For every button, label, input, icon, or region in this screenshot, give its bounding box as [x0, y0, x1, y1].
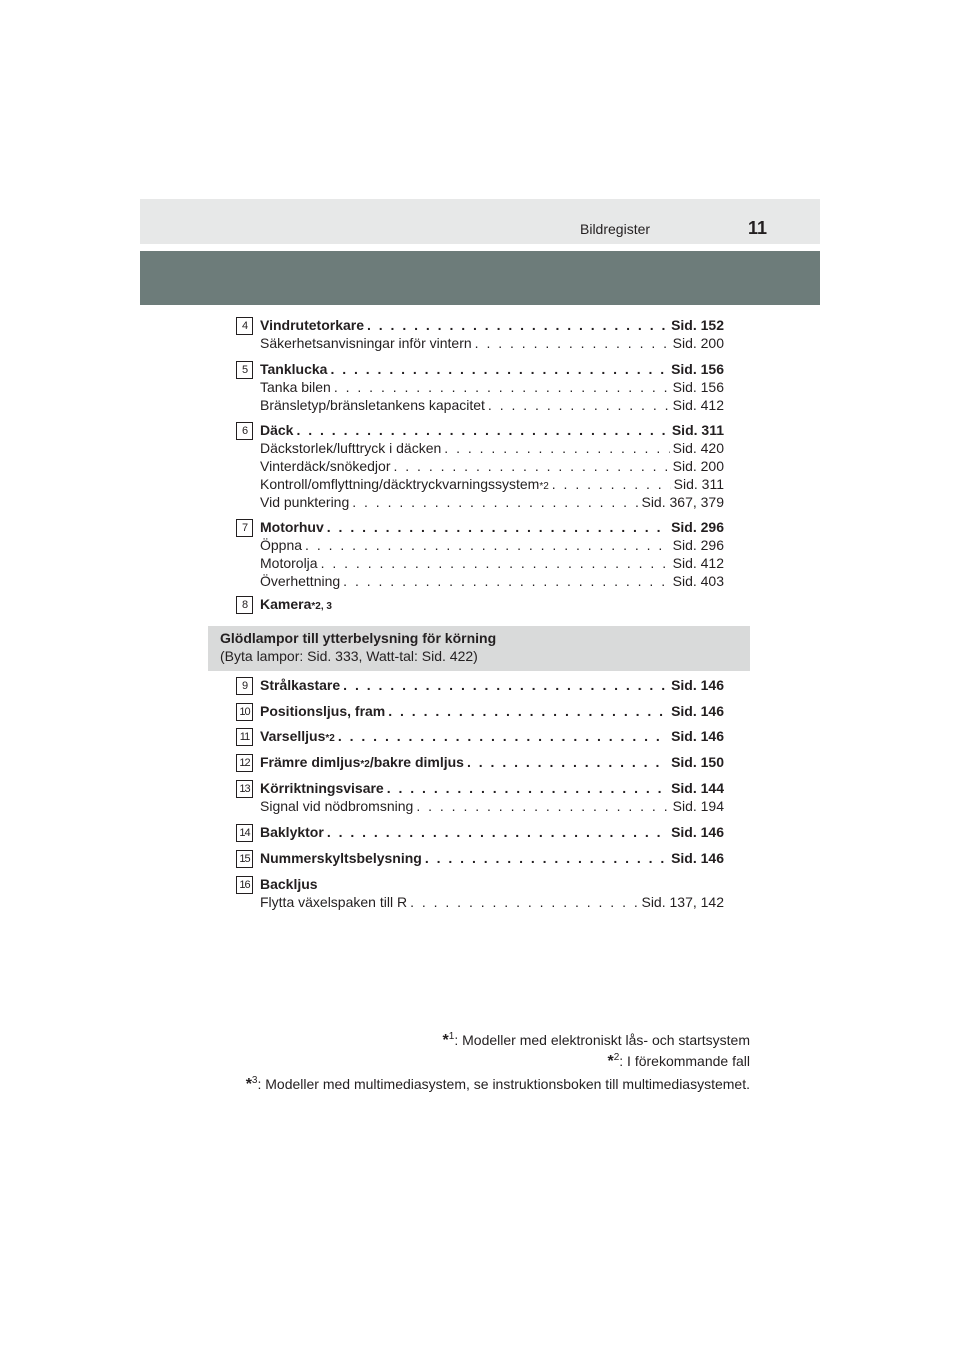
page-number: 11: [748, 218, 768, 238]
section-heading-title: Glödlampor till ytterbelysning för körning: [220, 630, 497, 646]
section-heading-subtitle: (Byta lampor: Sid. 333, Watt-tal: Sid. 422): [220, 648, 478, 664]
entry-page-ref: Sid. 146: [671, 824, 724, 840]
dot-leader: [296, 422, 668, 438]
subitem-page-ref: Sid. 156: [672, 379, 724, 395]
entry-heading: [260, 422, 724, 440]
subitem-page-ref: Sid. 137, 142: [641, 894, 724, 910]
entry-label: Backljus: [260, 876, 318, 892]
entry-page-ref: Sid. 146: [671, 703, 724, 719]
dot-leader: [393, 458, 669, 474]
subitem-label: Kontroll/omflyttning/däcktryckvarningssystem: [260, 476, 540, 492]
entry-heading: [260, 361, 724, 379]
entry-heading: [260, 876, 724, 894]
entry-heading: [260, 677, 724, 695]
index-entry: [236, 754, 724, 772]
entry-heading: [260, 824, 724, 842]
callout-number: 7: [236, 519, 253, 537]
entry-label: Främre dimljus: [260, 754, 361, 770]
footnote-star: *: [245, 1076, 252, 1093]
dot-leader: [343, 677, 668, 693]
subitem-label: Överhettning: [260, 573, 341, 589]
entry-label: Körriktningsvisare: [260, 780, 384, 796]
entry-page-ref: Sid. 311: [671, 422, 724, 438]
entry-heading: [260, 703, 724, 721]
subitem-page-ref: Sid. 296: [672, 537, 724, 553]
dot-leader: [327, 824, 668, 840]
subitem-page-ref: Sid. 311: [673, 476, 724, 492]
entry-subitem: [260, 335, 724, 353]
dot-leader: [327, 519, 668, 535]
subitem-label: Vid punktering: [260, 494, 350, 510]
callout-number: 14: [236, 824, 253, 842]
callout-number: 6: [236, 422, 253, 440]
subitem-label: Däckstorlek/lufttryck i däcken: [260, 440, 442, 456]
entry-heading: [260, 317, 724, 335]
dot-leader: [552, 476, 671, 492]
entry-label-suffix: /bakre dimljus: [369, 754, 464, 770]
dot-leader: [305, 537, 670, 553]
index-entry: [236, 876, 724, 912]
index-entry: [236, 317, 724, 353]
dot-leader: [488, 397, 670, 413]
entry-subitem: Kontroll/omflyttning/däcktryckvarningssystem *2 . . . Sid. 311: [260, 476, 724, 494]
entry-page-ref: Sid. 146: [671, 677, 724, 693]
index-entry: [236, 703, 724, 721]
entry-label: Tanklucka: [260, 361, 328, 377]
index-entry: [236, 824, 724, 842]
index-entry: [236, 780, 724, 816]
dot-leader: [475, 335, 670, 351]
footnote-number: 3: [251, 1075, 258, 1086]
entry-page-ref: Sid. 144: [671, 780, 724, 796]
footnote-number: 2: [613, 1052, 620, 1063]
entry-label: Motorhuv: [260, 519, 324, 535]
entry-subitem: [260, 397, 724, 415]
entry-label: Nummerskyltsbelysning: [260, 850, 422, 866]
dot-leader: [467, 754, 668, 770]
subitem-label: Signal vid nödbromsning: [260, 798, 414, 814]
entry-heading: [260, 780, 724, 798]
subitem-label: Tanka bilen: [260, 379, 331, 395]
entry-heading: Varselljus *2 . . . Sid. 146: [260, 728, 724, 746]
callout-number: 15: [236, 850, 253, 868]
footnote-star: *: [607, 1053, 614, 1070]
footnote-star: *: [442, 1032, 449, 1049]
callout-number: 5: [236, 361, 253, 379]
footnote-line: [246, 1076, 750, 1094]
entry-subitem: [260, 573, 724, 591]
section-header-title: Bildregister: [580, 221, 651, 237]
entry-page-ref: Sid. 146: [671, 728, 724, 744]
entry-subitem: [260, 494, 724, 512]
entry-subitem: [260, 798, 724, 816]
footnote-text: : Modeller med multimediasystem, se instruktionsboken till multimediasystemet.: [257, 1076, 750, 1092]
dot-leader: [387, 780, 668, 796]
callout-number: 4: [236, 317, 253, 335]
header-dark-band: [140, 251, 820, 305]
subitem-label: Säkerhetsanvisningar inför vintern: [260, 335, 472, 351]
dot-leader: [321, 555, 670, 571]
entry-label: Baklyktor: [260, 824, 324, 840]
subitem-label: Flytta växelspaken till R: [260, 894, 408, 910]
index-entry: [236, 361, 724, 415]
subitem-page-ref: Sid. 200: [672, 335, 724, 351]
entry-page-ref: Sid. 150: [671, 754, 724, 770]
index-entry: [236, 519, 724, 591]
dot-leader: [388, 703, 668, 719]
entry-subitem: [260, 440, 724, 458]
dot-leader: [334, 379, 670, 395]
entry-label: Varselljus: [260, 728, 326, 744]
entry-heading: Främre dimljus *2 /bakre dimljus . . . Sid. 150: [260, 754, 724, 772]
dot-leader: [352, 494, 638, 510]
subitem-label: Vinterdäck/snökedjor: [260, 458, 391, 474]
index-entry: [236, 850, 724, 868]
footnote-text: : Modeller med elektroniskt lås- och startsystem: [454, 1032, 750, 1048]
entry-heading: Kamera *2, 3: [260, 596, 332, 612]
entry-page-ref: Sid. 152: [671, 317, 724, 333]
dot-leader: [425, 850, 668, 866]
entry-label: Kamera: [260, 596, 312, 612]
entry-subitem: [260, 894, 724, 912]
entry-label: Vindrutetorkare: [260, 317, 364, 333]
entry-subitem: [260, 537, 724, 555]
subitem-page-ref: Sid. 412: [672, 555, 724, 571]
header-band: [140, 199, 820, 244]
dot-leader: [444, 440, 669, 456]
entry-page-ref: Sid. 156: [671, 361, 724, 377]
footnote-number: 1: [448, 1031, 455, 1042]
entry-heading: [260, 519, 724, 537]
dot-leader: [367, 317, 668, 333]
subitem-page-ref: Sid. 420: [672, 440, 724, 456]
index-entry: [236, 728, 724, 746]
subitem-page-ref: Sid. 403: [672, 573, 724, 589]
subitem-label: Motorolja: [260, 555, 318, 571]
subitem-page-ref: Sid. 367, 379: [641, 494, 724, 510]
subitem-label: Öppna: [260, 537, 303, 553]
callout-number: 8: [236, 596, 253, 614]
callout-number: 16: [236, 876, 253, 894]
callout-number: 9: [236, 677, 253, 695]
subitem-label: Bränsletyp/bränsletankens kapacitet: [260, 397, 485, 413]
footnote-text: : I förekommande fall: [619, 1053, 750, 1069]
entry-subitem: [260, 458, 724, 476]
entry-page-ref: Sid. 296: [671, 519, 724, 535]
index-entry: [236, 422, 724, 512]
entry-label: Däck: [260, 422, 294, 438]
entry-subitem: [260, 379, 724, 397]
subitem-page-ref: Sid. 412: [672, 397, 724, 413]
dot-leader: [343, 573, 669, 589]
entry-label: Positionsljus, fram: [260, 703, 386, 719]
dot-leader: [338, 728, 668, 744]
entry-subitem: [260, 555, 724, 573]
entry-heading: [260, 850, 724, 868]
index-entry: [236, 596, 724, 614]
dot-leader: [416, 798, 669, 814]
footnote-line: [443, 1032, 750, 1050]
callout-number: 10: [236, 703, 253, 721]
callout-number: 12: [236, 754, 253, 772]
dot-leader: [330, 361, 668, 377]
entry-label: Strålkastare: [260, 677, 341, 693]
subitem-page-ref: Sid. 194: [672, 798, 724, 814]
footnote-line: [607, 1053, 750, 1071]
subitem-page-ref: Sid. 200: [672, 458, 724, 474]
dot-leader: [410, 894, 638, 910]
index-entry: [236, 677, 724, 695]
entry-page-ref: Sid. 146: [671, 850, 724, 866]
callout-number: 11: [236, 728, 253, 746]
callout-number: 13: [236, 780, 253, 798]
